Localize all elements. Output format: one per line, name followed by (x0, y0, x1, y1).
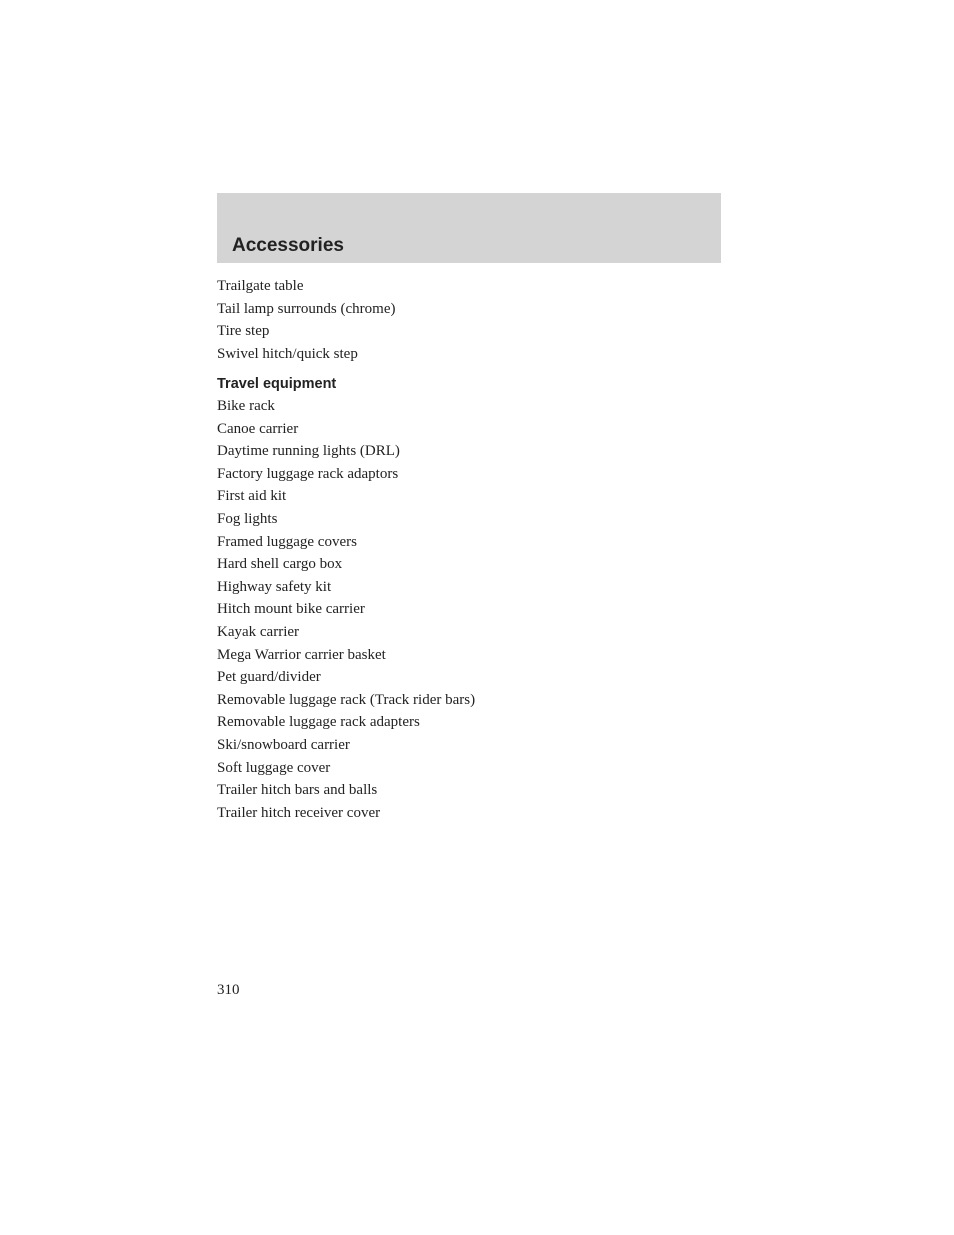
section-header-band (217, 193, 721, 263)
list-item: Pet guard/divider (217, 669, 321, 686)
list-item: Removable luggage rack (Track rider bars) (217, 691, 476, 708)
page-number: 310 (217, 982, 240, 998)
list-item: Daytime running lights (DRL) (217, 443, 400, 460)
travel-equipment-heading: Travel equipment (217, 376, 337, 392)
list-item: Fog lights (217, 510, 278, 527)
list-item: Soft luggage cover (217, 759, 331, 776)
list-item: Removable luggage rack adapters (217, 714, 420, 731)
accessory-list-general (217, 275, 395, 365)
list-item: Trailer hitch receiver cover (217, 804, 381, 821)
list-item: Trailgate table (217, 278, 304, 294)
list-item: Factory luggage rack adaptors (217, 465, 399, 482)
list-item: Framed luggage covers (217, 533, 357, 550)
list-item: Trailer hitch bars and balls (217, 782, 378, 799)
list-item: Canoe carrier (217, 420, 299, 437)
page-title: Accessories (232, 235, 344, 256)
list-item: Tail lamp surrounds (chrome) (217, 300, 396, 317)
list-item: Hitch mount bike carrier (217, 601, 365, 618)
list-item: Ski/snowboard carrier (217, 736, 350, 753)
accessory-list-travel (217, 395, 475, 824)
list-item: First aid kit (217, 488, 287, 505)
list-item: Bike rack (217, 398, 275, 414)
list-item: Mega Warrior carrier basket (217, 646, 386, 663)
list-item: Hard shell cargo box (217, 556, 343, 573)
list-item: Highway safety kit (217, 578, 332, 595)
list-item: Tire step (217, 323, 270, 340)
list-item: Swivel hitch/quick step (217, 345, 358, 362)
list-item: Kayak carrier (217, 623, 300, 640)
